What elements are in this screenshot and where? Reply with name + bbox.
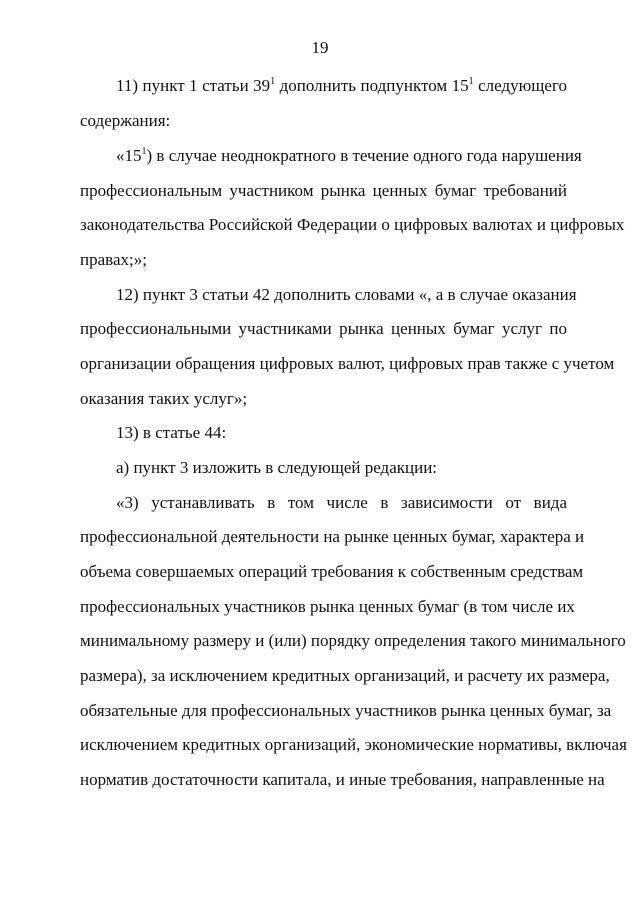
text-line: профессиональной деятельности на рынке ценных бумаг, характера и — [80, 527, 585, 546]
text-line: а) пункт 3 изложить в следующей редакции: — [116, 458, 438, 477]
text-line: объема совершаемых операций требования к собственным средствам — [80, 562, 584, 581]
text-line: 11) пункт 1 статьи $39^1$ дополнить подпунктом $15^1$ следующего — [116, 76, 567, 95]
text-line: норматив достаточности капитала, и иные требования, направленные на — [80, 770, 605, 789]
text-line: оказания таких услуг»; — [80, 389, 248, 408]
text-line: содержания: — [80, 111, 171, 130]
page-number: 19 — [311, 38, 329, 57]
text-line: обязательные для профессиональных участников рынка ценных бумаг, за — [80, 701, 612, 720]
text-line: «$15^1$) в случае неоднократного в течение одного года нарушения — [116, 146, 582, 165]
text-line: профессиональным участником рынка ценных бумаг требований — [80, 181, 567, 200]
text-line: 13) в статье 44: — [116, 423, 227, 442]
text-line: 12) пункт 3 статьи 42 дополнить словами «, а в случае оказания — [116, 285, 577, 304]
text-line: организации обращения цифровых валют, цифровых прав также с учетом — [80, 354, 615, 373]
text-line: минимальному размеру и (или) порядку определения такого минимального — [80, 631, 626, 650]
text-line: правах;»; — [80, 250, 147, 269]
text-line: «3) устанавливать в том числе в зависимости от вида — [116, 493, 567, 512]
text-line: законодательства Российской Федерации о цифровых валютах и цифровых — [80, 215, 625, 234]
text-line: профессиональных участников рынка ценных бумаг (в том числе их — [80, 597, 575, 616]
text-line: исключением кредитных организаций, экономические нормативы, включая — [80, 735, 627, 754]
text-line: профессиональными участниками рынка ценных бумаг услуг по — [80, 319, 567, 338]
text-line: размера), за исключением кредитных организаций, и расчету их размера, — [80, 666, 610, 685]
